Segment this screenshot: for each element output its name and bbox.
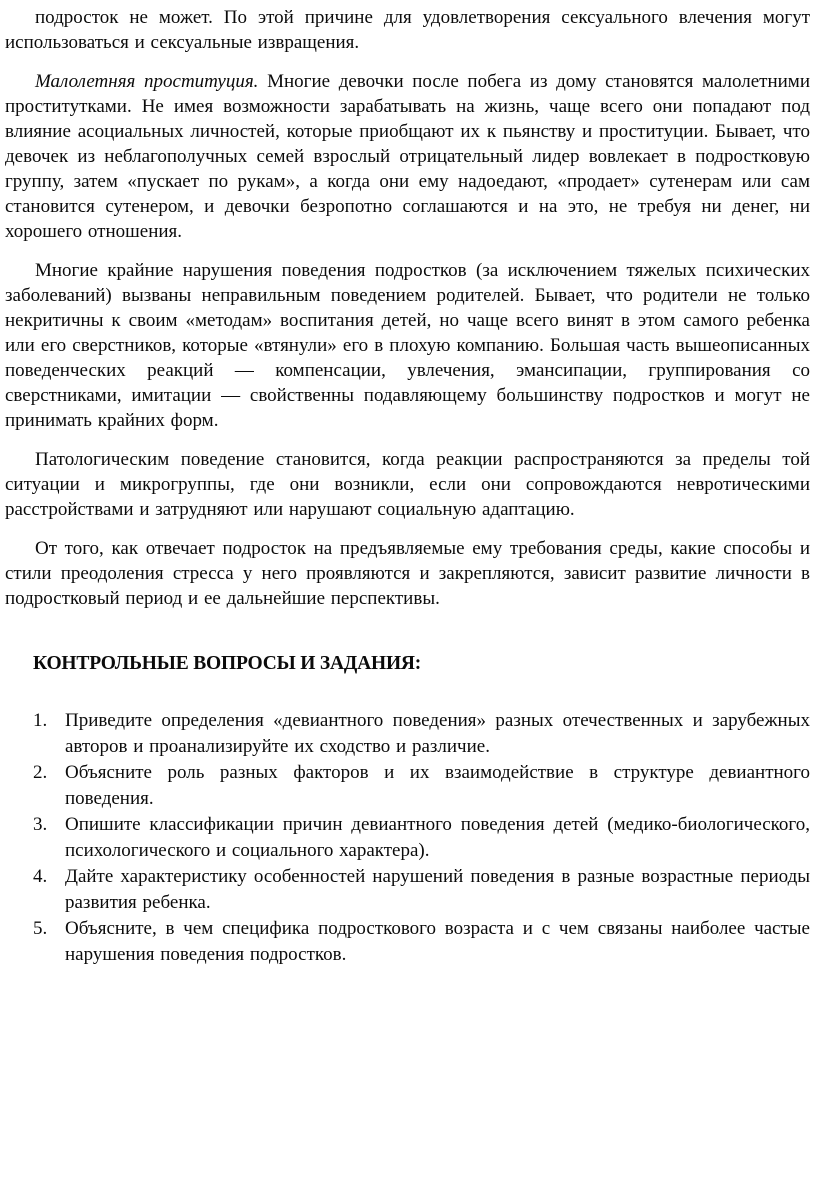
- question-number: 5.: [33, 918, 48, 939]
- question-text: Приведите определения «девиантного поведения» разных отечественных и зарубежных авторов и проанализируйте их сходство и различие.: [65, 710, 810, 757]
- paragraph-juvenile-prostitution-body: Многие девочки после побега из дому становятся малолетними проститутками. Не имея возможности зарабатывать на жизнь, чаще всего они попадают под влияние асоциальных личностей, которые приобщают их к пьянству и проституции. Бывает, что девочек из неблагополучных семей взрослый отрицательный лидер вовлекает в подростковую группу, затем «пускает по рукам», а когда они ему надоедают, «продает» сутенерам или сам становится сутенером, и девочки безропотно соглашаются и на это, не требуя ни денег, ни хорошего отношения.: [5, 71, 810, 242]
- question-item-1: [33, 708, 810, 760]
- question-item-4: [33, 864, 810, 916]
- paragraph-lead-italic: Малолетняя проституция.: [35, 71, 259, 92]
- paragraph-sexual-deviations: подросток не может. По этой причине для удовлетворения сексуального влечения могут использоваться и сексуальные извращения.: [5, 7, 810, 53]
- paragraph-pathological-behavior: Патологическим поведение становится, когда реакции распространяются за пределы той ситуации и микрогруппы, где они возникли, если они сопровождаются невротическими расстройствами и затрудняют или нарушают социальную адаптацию.: [5, 449, 810, 520]
- question-text: Объясните, в чем специфика подросткового возраста и с чем связаны наиболее частые нарушения поведения подростков.: [65, 918, 810, 965]
- control-questions-heading: КОНТРОЛЬНЫЕ ВОПРОСЫ И ЗАДАНИЯ:: [33, 653, 422, 674]
- question-text: Дайте характеристику особенностей нарушений поведения в разные возрастные периоды развития ребенка.: [65, 866, 810, 913]
- question-item-2: [33, 760, 810, 812]
- question-text: Опишите классификации причин девиантного поведения детей (медико-биологического, психологического и социального характера).: [65, 814, 810, 861]
- paragraph-personality-development: От того, как отвечает подросток на предъявляемые ему требования среды, какие способы и стили преодоления стресса у него проявляются и закрепляются, зависит развитие личности в подростковый период и ее дальнейшие перспективы.: [5, 538, 810, 609]
- paragraph-juvenile-prostitution: [5, 69, 810, 244]
- question-text: Объясните роль разных факторов и их взаимодействие в структуре девиантного поведения.: [65, 762, 810, 809]
- question-item-5: [33, 916, 810, 968]
- question-list: [33, 708, 810, 968]
- question-number: 1.: [33, 710, 48, 731]
- question-number: 3.: [33, 814, 48, 835]
- paragraph-parental-behavior: Многие крайние нарушения поведения подростков (за исключением тяжелых психических заболеваний) вызваны неправильным поведением родителей. Бывает, что родители не только некритичны к своим «методам» воспитания детей, но чаще всего винят в этом самого ребенка или его сверстников, которые «втянули» его в плохую компанию. Большая часть вышеописанных поведенческих реакций — компенсации, увлечения, эмансипации, группирования со сверстниками, имитации — свойственны подавляющему большинству подростков и могут не принимать крайних форм.: [5, 260, 810, 431]
- question-number: 2.: [33, 762, 48, 783]
- question-item-3: [33, 812, 810, 864]
- question-number: 4.: [33, 866, 48, 887]
